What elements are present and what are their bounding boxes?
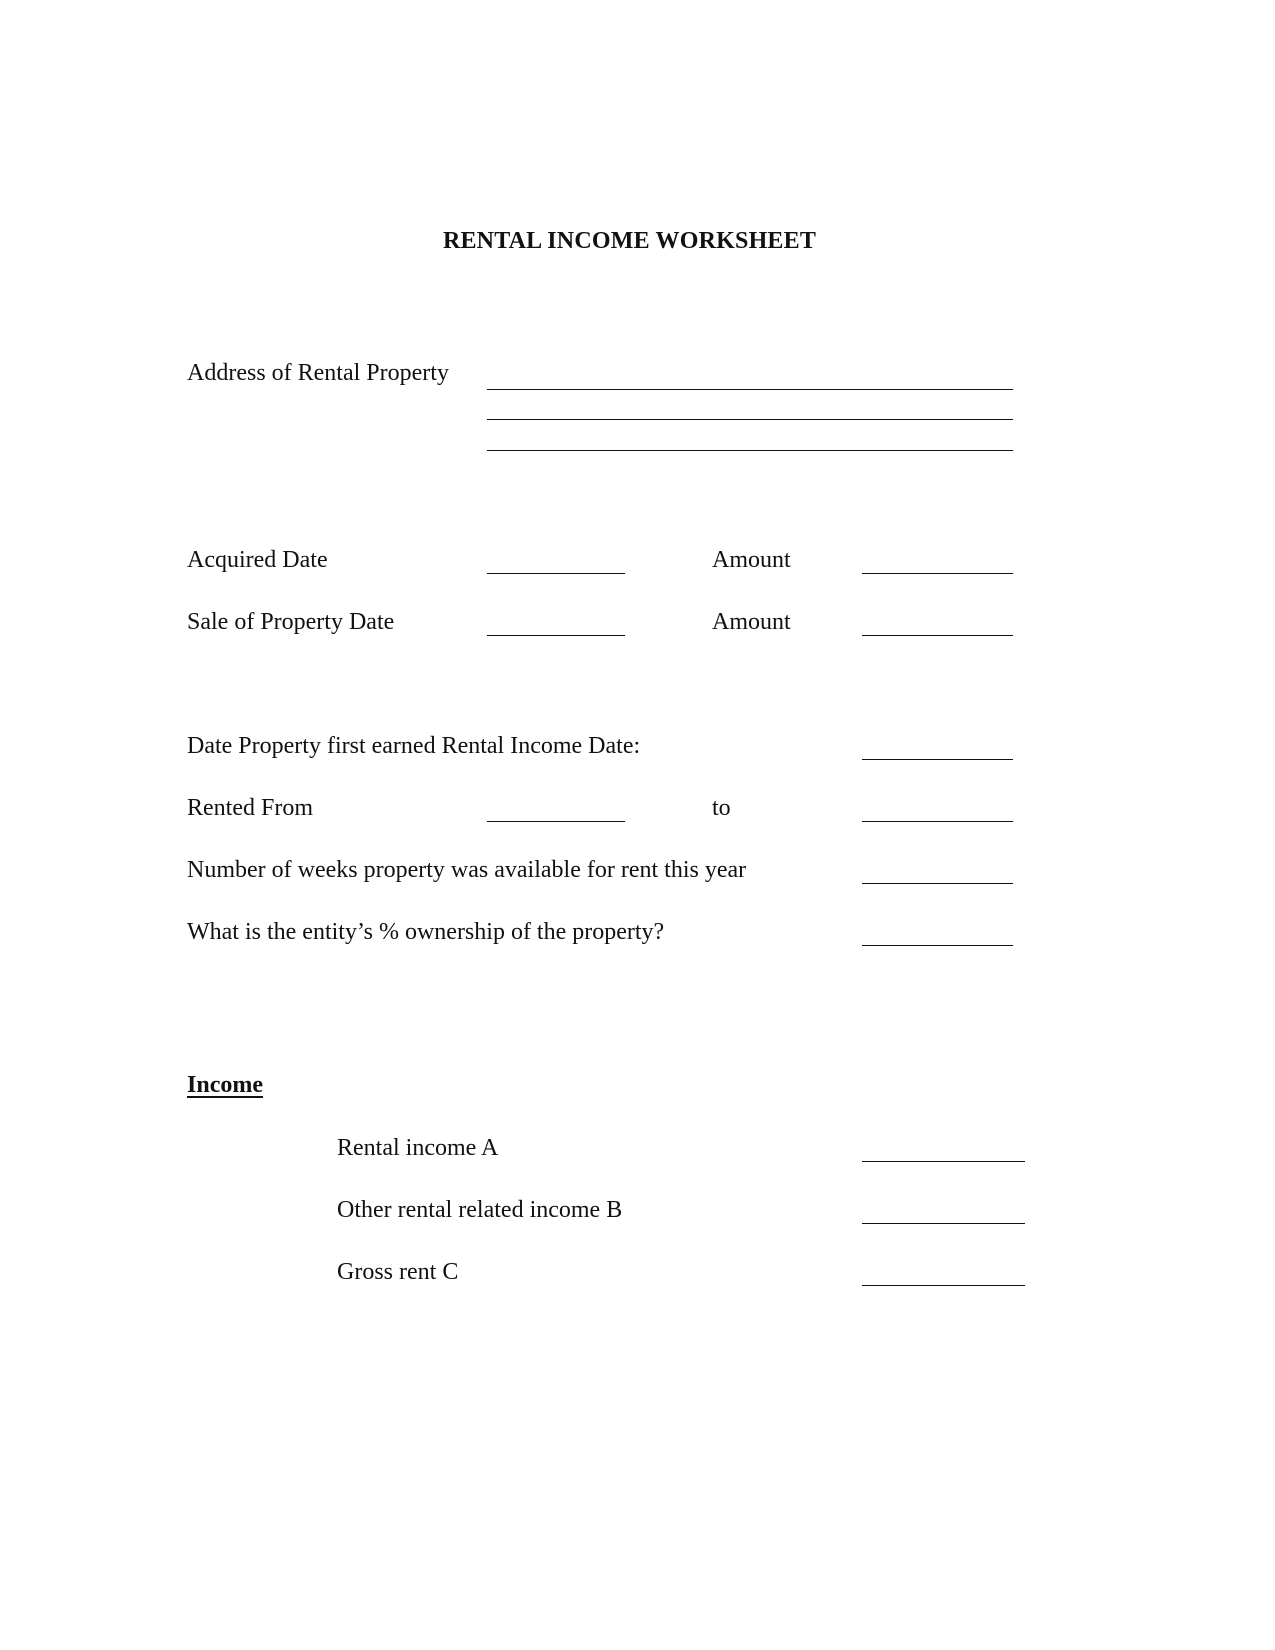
acquired-amount-field[interactable]: [862, 573, 1013, 574]
acquired-date-field[interactable]: [487, 573, 625, 574]
other-rental-income-b-label: Other rental related income B: [337, 1197, 623, 1223]
rented-to-field[interactable]: [862, 821, 1013, 822]
address-line-1-field[interactable]: [487, 389, 1013, 390]
acquired-amount-label: Amount: [712, 547, 791, 573]
rented-from-label: Rented From: [187, 795, 313, 821]
first-earned-date-field[interactable]: [862, 759, 1013, 760]
rented-from-field[interactable]: [487, 821, 625, 822]
page-title: RENTAL INCOME WORKSHEET: [442, 228, 817, 254]
gross-rent-c-label: Gross rent C: [337, 1259, 459, 1285]
ownership-percent-field[interactable]: [862, 945, 1013, 946]
gross-rent-c-field[interactable]: [862, 1285, 1025, 1286]
sale-date-field[interactable]: [487, 635, 625, 636]
address-label: Address of Rental Property: [187, 360, 449, 386]
weeks-available-field[interactable]: [862, 883, 1013, 884]
ownership-label: What is the entity’s % ownership of the property?: [187, 919, 665, 945]
rental-income-a-label: Rental income A: [337, 1135, 499, 1161]
sale-amount-label: Amount: [712, 609, 791, 635]
income-heading: Income: [187, 1072, 263, 1098]
rented-to-label: to: [712, 795, 731, 821]
sale-amount-field[interactable]: [862, 635, 1013, 636]
address-line-3-field[interactable]: [487, 450, 1013, 451]
rental-income-a-field[interactable]: [862, 1161, 1025, 1162]
first-earned-label: Date Property first earned Rental Income Date:: [187, 733, 641, 759]
weeks-available-label: Number of weeks property was available for rent this year: [187, 857, 747, 883]
other-rental-income-b-field[interactable]: [862, 1223, 1025, 1224]
address-line-2-field[interactable]: [487, 419, 1013, 420]
acquired-date-label: Acquired Date: [187, 547, 328, 573]
sale-date-label: Sale of Property Date: [187, 609, 395, 635]
